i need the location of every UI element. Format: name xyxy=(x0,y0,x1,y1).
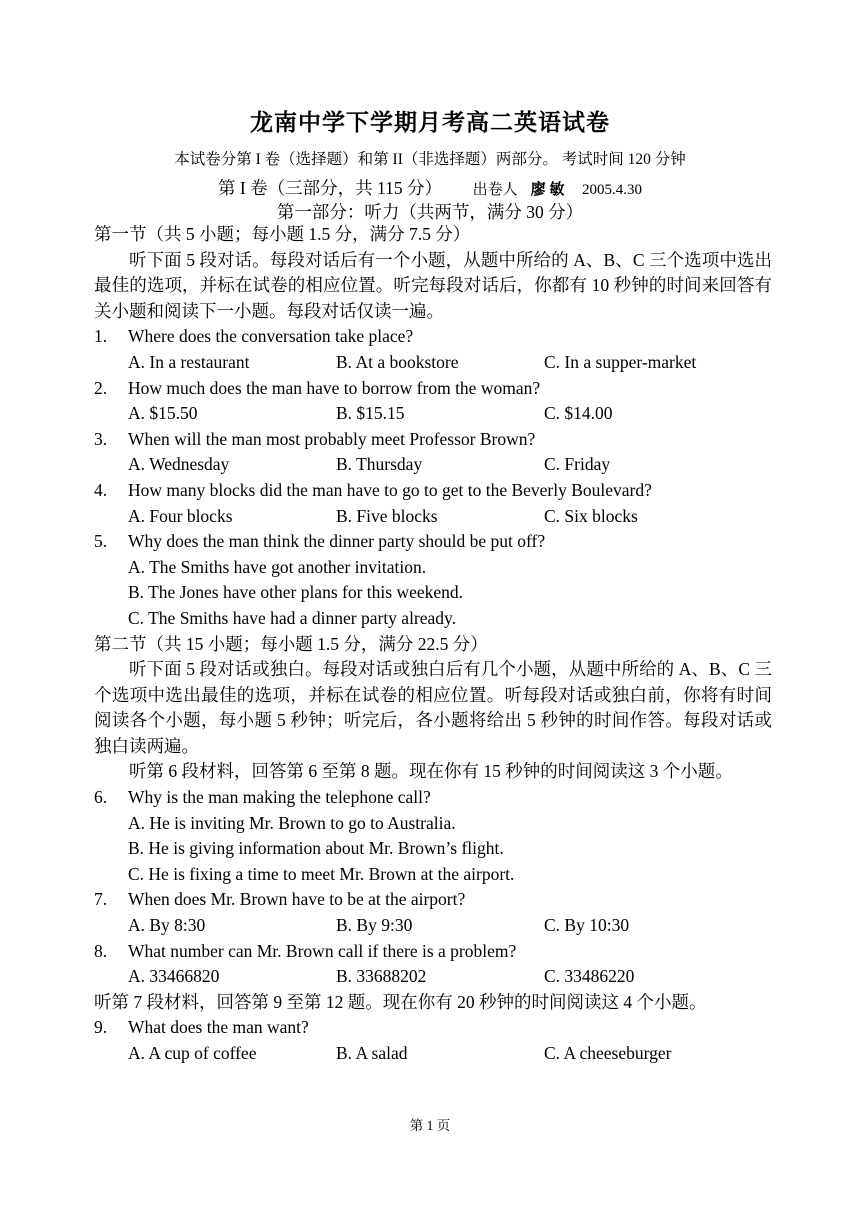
exam-body xyxy=(94,222,772,1067)
answer-option: A. By 8:30 xyxy=(128,915,206,936)
exam-intro: 本试卷分第 I 卷（选择题）和第 II（非选择题）两部分。 考试时间 120 分钟 xyxy=(174,151,686,168)
answer-options xyxy=(94,452,772,478)
question-text: Why is the man making the telephone call? xyxy=(128,787,431,808)
answer-option: A. The Smiths have got another invitation. xyxy=(128,556,427,577)
question xyxy=(94,376,772,402)
page-number: 第 1 页 xyxy=(409,1118,451,1133)
answer-options xyxy=(94,1041,772,1067)
answer-option: A. In a restaurant xyxy=(128,351,250,372)
answer-option: C. 33486220 xyxy=(544,966,635,987)
question-number: 8. xyxy=(94,940,108,961)
answer-option: C. A cheeseburger xyxy=(544,1043,672,1063)
question-number: 6. xyxy=(94,787,108,808)
question xyxy=(94,939,772,965)
question-number: 5. xyxy=(94,531,108,552)
part-one-heading: 第一部分：听力（共两节，满分 30 分） xyxy=(276,202,584,222)
answer-option: B. Thursday xyxy=(336,454,423,475)
section1-heading: 第一节（共 5 小题；每小题 1.5 分，满分 7.5 分） xyxy=(94,224,471,244)
answer-option: B. 33688202 xyxy=(336,966,427,987)
answer-option: A. He is inviting Mr. Brown to go to Australia. xyxy=(128,812,456,833)
answer-option: A. Four blocks xyxy=(128,505,233,526)
section2-heading: 第二节（共 15 小题；每小题 1.5 分，满分 22.5 分） xyxy=(94,633,488,654)
answer-option: A. $15.50 xyxy=(128,403,198,424)
answer-options xyxy=(94,401,772,427)
answer-option: C. Six blocks xyxy=(544,505,638,526)
answer-option: B. At a bookstore xyxy=(336,351,459,372)
question xyxy=(94,1015,772,1041)
exam-title: 龙南中学下学期月考高二英语试卷 xyxy=(250,110,610,135)
question-text: What number can Mr. Brown call if there is a problem? xyxy=(128,940,517,961)
section1-instructions: 听下面 5 段对话。每段对话后有一个小题，从题中所给的 A、B、C 三个选项中选出最佳的选项，并标在试卷的相应位置。听完每段对话后，你都有 10 秒钟的时间来回答有关小题和阅读下一小题。每段对话仅读一遍。 xyxy=(94,249,772,321)
question-text: Where does the conversation take place? xyxy=(128,326,414,347)
author-label: 出卷人 xyxy=(472,182,518,198)
question xyxy=(94,427,772,453)
answer-option: C. The Smiths have had a dinner party already. xyxy=(128,607,457,628)
section2-questions-a xyxy=(94,785,772,990)
answer-option: B. The Jones have other plans for this weekend. xyxy=(128,582,464,603)
answer-option: B. He is giving information about Mr. Brown’s flight. xyxy=(128,838,504,859)
exam-date: 2005.4.30 xyxy=(581,182,642,198)
question xyxy=(94,887,772,913)
answer-options xyxy=(94,913,772,939)
answer-option: C. He is fixing a time to meet Mr. Brown at the airport. xyxy=(128,863,515,884)
question-number: 1. xyxy=(94,326,108,347)
question xyxy=(94,324,772,350)
question-text: How much does the man have to borrow from the woman? xyxy=(128,377,541,398)
question-number: 7. xyxy=(94,889,108,910)
question-text: How many blocks did the man have to go to get to the Beverly Boulevard? xyxy=(128,479,652,500)
answer-option: A. 33466820 xyxy=(128,966,220,987)
answer-options xyxy=(94,964,772,990)
answer-option: B. $15.15 xyxy=(336,403,405,424)
question-text: When will the man most probably meet Professor Brown? xyxy=(128,428,536,449)
author-name: 廖 敏 xyxy=(530,182,565,198)
question xyxy=(94,478,772,504)
volume-label: 第 I 卷（三部分，共 115 分） xyxy=(218,178,442,198)
question-number: 3. xyxy=(94,428,108,449)
answer-option: C. In a supper-market xyxy=(544,351,697,372)
material7-instructions: 听第 7 段材料，回答第 9 至第 12 题。现在你有 20 秒钟的时间阅读这 4 个小题。 xyxy=(94,991,707,1012)
section1-questions xyxy=(94,324,772,631)
question xyxy=(94,785,772,811)
question xyxy=(94,529,772,555)
question-number: 2. xyxy=(94,377,108,398)
answer-option: C. By 10:30 xyxy=(544,915,630,936)
answer-option: B. By 9:30 xyxy=(336,915,413,936)
answer-options xyxy=(94,504,772,530)
answer-option: C. $14.00 xyxy=(544,403,613,424)
question-number: 9. xyxy=(94,1017,108,1038)
answer-option: A. A cup of coffee xyxy=(128,1043,257,1063)
answer-option: A. Wednesday xyxy=(128,454,230,475)
question-text: What does the man want? xyxy=(128,1017,309,1038)
question-text: Why does the man think the dinner party should be put off? xyxy=(128,531,546,552)
question-text: When does Mr. Brown have to be at the airport? xyxy=(128,889,466,910)
question-number: 4. xyxy=(94,479,108,500)
answer-option: B. Five blocks xyxy=(336,505,438,526)
section2-instructions: 听下面 5 段对话或独白。每段对话或独白后有几个小题，从题中所给的 A、B、C 三个选项中选出最佳的选项，并标在试卷的相应位置。听每段对话或独白前，你将有时间阅读各个小题，每小题 5 秒钟；听完后，各小题将给出 5 秒钟的时间作答。每段对话或独白读两遍。 xyxy=(94,659,772,756)
answer-options xyxy=(94,350,772,376)
material6-instructions: 听第 6 段材料，回答第 6 至第 8 题。现在你有 15 秒钟的时间阅读这 3 个小题。 xyxy=(129,761,733,782)
section2-questions-b xyxy=(94,1015,772,1066)
volume-line xyxy=(0,175,860,200)
answer-option: C. Friday xyxy=(544,454,611,475)
answer-option: B. A salad xyxy=(336,1043,408,1063)
